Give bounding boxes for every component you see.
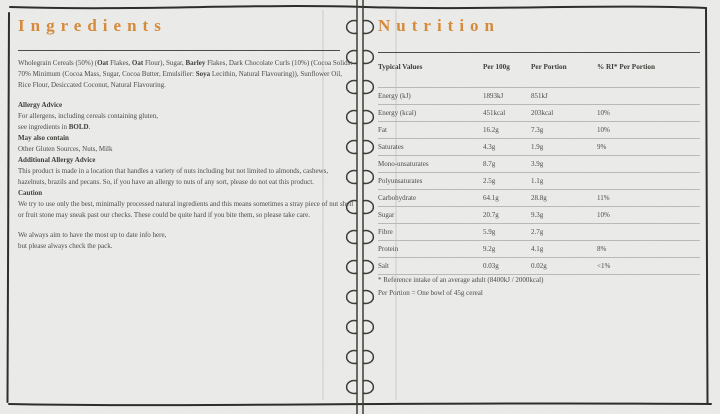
nutrient-label: Energy (kJ) <box>378 92 411 100</box>
nutrient-per-100g: 9.2g <box>483 245 496 253</box>
nutrient-per-100g: 2.5g <box>483 177 496 185</box>
nutrient-per-portion: 2.7g <box>531 228 544 236</box>
reference-intake-footnote: * Reference intake of an average adult (8400kJ / 2000kcal) <box>378 276 544 284</box>
nutrient-per-portion: 1.1g <box>531 177 544 185</box>
info-footer-line2: but please always check the pack. <box>18 242 113 250</box>
nutrient-per-portion: 851kJ <box>531 92 548 100</box>
nutrient-ri-percent: 11% <box>597 194 610 202</box>
allergy-advice-line2: see ingredients in BOLD. <box>18 123 91 131</box>
allergy-advice-line1: For allergens, including cereals containing gluten, <box>18 112 159 120</box>
nutrient-per-100g: 8.7g <box>483 160 496 168</box>
ingredients-copy <box>18 58 354 252</box>
nutrient-label: Protein <box>378 245 399 253</box>
nutrient-label: Polyunsaturates <box>378 177 423 185</box>
nutrient-per-100g: 451kcal <box>483 109 506 117</box>
nutrient-ri-percent: 8% <box>597 245 607 253</box>
nutrient-per-portion: 9.3g <box>531 211 544 219</box>
nutrient-per-portion: 28.8g <box>531 194 547 202</box>
portion-definition-footnote: Per Portion = One bowl of 45g cereal <box>378 289 483 297</box>
nutrient-ri-percent: 10% <box>597 126 610 134</box>
nutrient-label: Fat <box>378 126 387 134</box>
col-header-ri-per-portion: % RI* Per Portion <box>597 63 655 71</box>
nutrient-per-portion: 0.02g <box>531 262 547 270</box>
nutrition-table-row <box>378 155 700 172</box>
nutrition-table-row <box>378 87 700 104</box>
col-header-typical-values: Typical Values <box>378 63 423 71</box>
ingredients-heading: Ingredients <box>18 16 167 35</box>
nutrient-per-100g: 64.1g <box>483 194 499 202</box>
ingredients-text: Wholegrain Cereals (50%) (Oat Flakes, Oat Flour), Sugar, Barley Flakes, Dark Chocolate Curls (10%) (Cocoa Solids: 70% Minimum (Cocoa Mass, Sugar, Cocoa Butter, Emulsifier: Soya Lecithin, Natural Flavouring)), Sunflower Oil, Rice Flour, Desiccated Coconut, Natural Flavouring. <box>18 59 353 89</box>
nutrition-table-row <box>378 206 700 223</box>
caution-text: We try to use only the best, minimally processed natural ingredients and this means sometimes a stray piece of nut shell or fruit stone may sneak past our checks. These could be quite hard if you bite them, so please take care. <box>18 200 354 219</box>
may-contain-text: Other Gluten Sources, Nuts, Milk <box>18 145 113 153</box>
nutrition-table-row <box>378 138 700 155</box>
nutrient-per-100g: 5.9g <box>483 228 496 236</box>
nutrient-label: Fibre <box>378 228 393 236</box>
nutrient-per-100g: 4.3g <box>483 143 496 151</box>
nutrient-ri-percent: <1% <box>597 262 611 270</box>
nutrient-label: Salt <box>378 262 389 270</box>
nutrient-ri-percent: 9% <box>597 143 607 151</box>
nutrition-table-row <box>378 240 700 257</box>
nutrition-table-row <box>378 257 700 274</box>
info-footer-line1: We always aim to have the most up to date info here, <box>18 231 167 239</box>
nutrient-per-100g: 20.7g <box>483 211 499 219</box>
col-header-per-portion: Per Portion <box>531 63 567 71</box>
nutrient-label: Carbohydrate <box>378 194 417 202</box>
nutrient-label: Saturates <box>378 143 404 151</box>
col-header-per-100g: Per 100g <box>483 63 510 71</box>
nutrient-per-portion: 1.9g <box>531 143 544 151</box>
nutrition-table-row <box>378 104 700 121</box>
nutrient-label: Energy (kcal) <box>378 109 417 117</box>
nutrient-per-portion: 7.3g <box>531 126 544 134</box>
allergy-advice-title: Allergy Advice <box>18 101 63 109</box>
nutrient-label: Mono-unsaturates <box>378 160 429 168</box>
nutrient-label: Sugar <box>378 211 395 219</box>
nutrition-table-row <box>378 121 700 138</box>
ingredients-heading-rule <box>18 50 340 51</box>
additional-allergy-text: This product is made in a location that handles a variety of nuts including but not limited to almonds, cashews, hazelnuts, brazils and pecans. So, if you have an allergy to nuts of any sort, please do not eat this product. <box>18 167 329 186</box>
nutrition-table-header <box>378 63 700 71</box>
nutrient-ri-percent: 10% <box>597 109 610 117</box>
nutrient-per-100g: 1893kJ <box>483 92 504 100</box>
caution-title: Caution <box>18 189 43 197</box>
nutrition-table-row <box>378 172 700 189</box>
nutrition-table-row <box>378 223 700 240</box>
nutrient-per-100g: 0.03g <box>483 262 499 270</box>
nutrient-per-portion: 4.1g <box>531 245 544 253</box>
nutrition-table-body <box>378 87 700 275</box>
additional-allergy-title: Additional Allergy Advice <box>18 156 96 164</box>
nutrient-ri-percent: 10% <box>597 211 610 219</box>
nutrient-per-100g: 16.2g <box>483 126 499 134</box>
nutrition-heading-rule <box>378 52 700 53</box>
nutrition-table-row <box>378 189 700 206</box>
may-contain-title: May also contain <box>18 134 69 142</box>
nutrient-per-portion: 203kcal <box>531 109 554 117</box>
nutrition-heading: Nutrition <box>378 16 500 35</box>
nutrient-per-portion: 3.9g <box>531 160 544 168</box>
